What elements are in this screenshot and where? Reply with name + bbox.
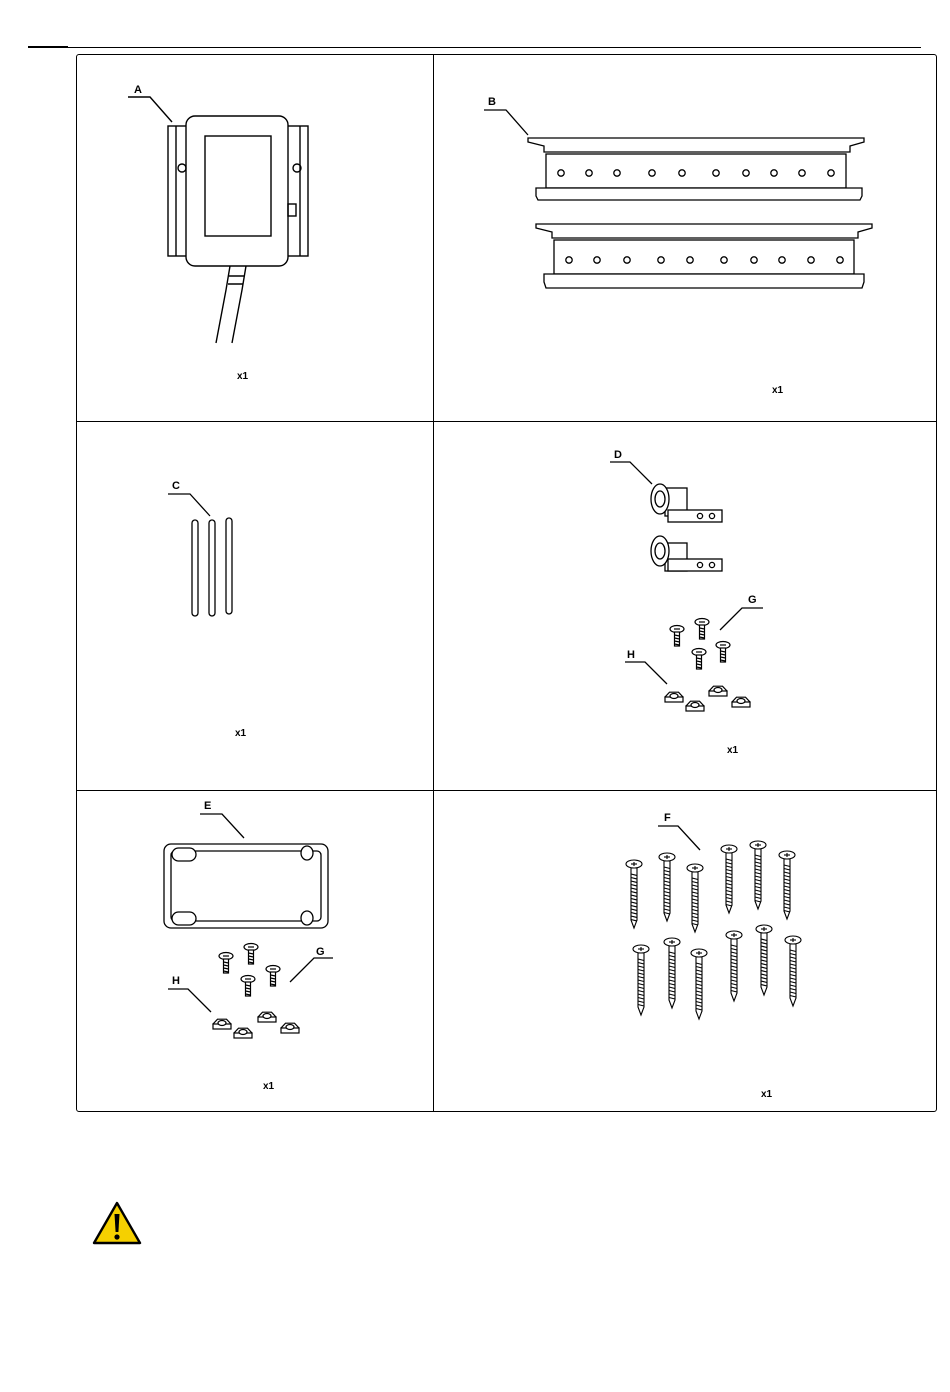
- part-label-c: C: [172, 480, 180, 492]
- part-label-h: H: [627, 649, 635, 661]
- wood-screw-icon: [659, 853, 675, 921]
- wood-screw-icon: [664, 938, 680, 1008]
- wood-screw-icon: [691, 949, 707, 1019]
- part-quantity-d: x1: [727, 745, 739, 756]
- part-quantity-f: x1: [761, 1089, 773, 1100]
- wood-screw-icon: [750, 841, 766, 909]
- part-label-e: E: [204, 800, 212, 812]
- wood-screw-icon: [721, 845, 737, 913]
- part-quantity-c: x1: [235, 728, 247, 739]
- part-quantity-b: x1: [772, 385, 784, 396]
- part-label-g: G: [316, 946, 325, 958]
- part-quantity-e: x1: [263, 1081, 275, 1092]
- part-label-a: A: [134, 84, 142, 96]
- wood-screw-icon: [756, 925, 772, 995]
- wood-screw-icon: [726, 931, 742, 1001]
- part-label-d: D: [614, 449, 622, 461]
- part-label-g: G: [748, 594, 757, 606]
- wood-screw-icon: [626, 860, 642, 928]
- part-label-f: F: [664, 812, 671, 824]
- part-label-b: B: [488, 96, 496, 108]
- wood-screw-icon: [687, 864, 703, 932]
- wood-screw-icon: [785, 936, 801, 1006]
- wood-screw-icon: [633, 945, 649, 1015]
- part-quantity-a: x1: [237, 371, 249, 382]
- warning-triangle-icon: [92, 1200, 142, 1246]
- wood-screw-icon: [779, 851, 795, 919]
- part-label-h: H: [172, 975, 180, 987]
